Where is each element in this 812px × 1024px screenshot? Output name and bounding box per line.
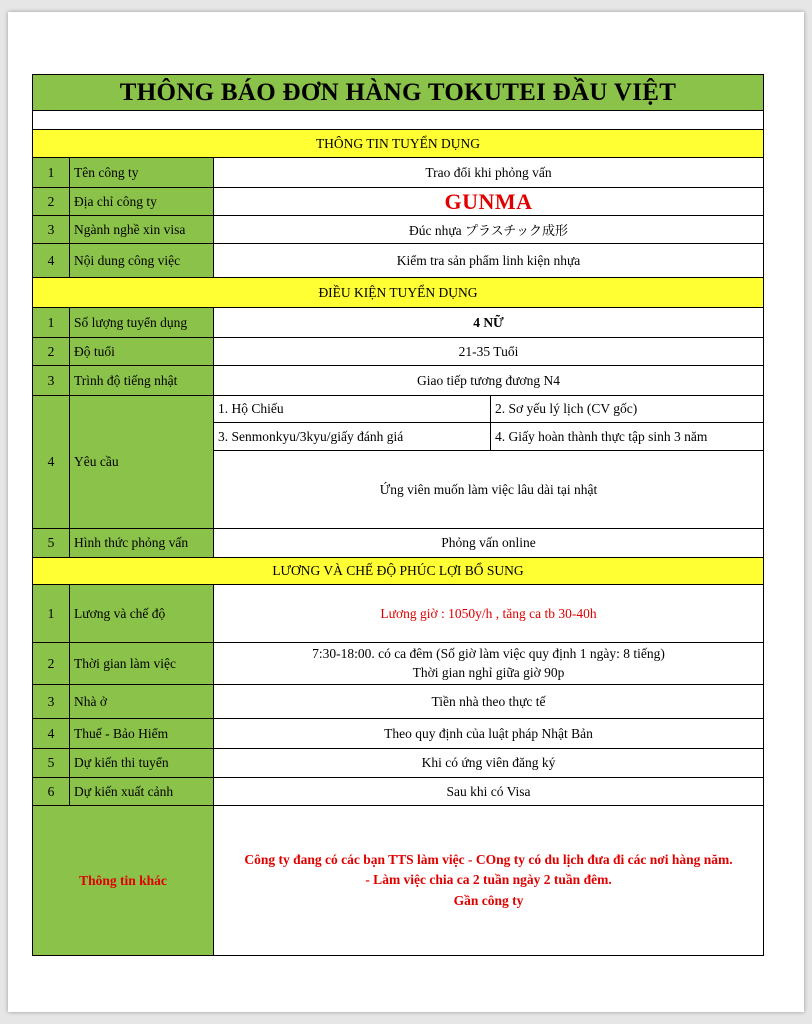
- row-number: 2: [33, 338, 70, 366]
- row-value: Kiểm tra sản phẩm linh kiện nhựa: [214, 244, 764, 278]
- row-label: Nhà ở: [70, 685, 214, 719]
- row-value: [214, 216, 764, 244]
- requirement-item: 4. Giấy hoàn thành thực tập sinh 3 năm: [491, 423, 764, 451]
- other-info-label: Thông tin khác: [33, 806, 214, 956]
- row-label: Yêu cầu: [70, 396, 214, 529]
- section-title: ĐIỀU KIỆN TUYỂN DỤNG: [33, 278, 764, 308]
- spacer-cell: [33, 111, 764, 130]
- row-label: Địa chỉ công ty: [70, 188, 214, 216]
- job-order-table: [32, 74, 764, 956]
- row-value: Khi có ứng viên đăng ký: [214, 749, 764, 778]
- row-value: Sau khi có Visa: [214, 778, 764, 806]
- break-time-line: Thời gian nghỉ giữa giờ 90p: [412, 664, 565, 680]
- row-value: Theo quy định của luật pháp Nhật Bản: [214, 719, 764, 749]
- row-number: 3: [33, 366, 70, 396]
- salary-value: Lương giờ : 1050y/h , tăng ca tb 30-40h: [214, 585, 764, 643]
- row-tax-insurance: [33, 719, 764, 749]
- row-label: Ngành nghề xin visa: [70, 216, 214, 244]
- page-title: THÔNG BÁO ĐƠN HÀNG TOKUTEI ĐẦU VIỆT: [33, 75, 764, 111]
- title-row: [33, 75, 764, 111]
- row-departure: [33, 778, 764, 806]
- section-header-recruitment-info: [33, 130, 764, 158]
- row-japanese-level: [33, 366, 764, 396]
- company-address-value: GUNMA: [214, 188, 764, 216]
- row-quantity: [33, 308, 764, 338]
- row-value: Giao tiếp tương đương N4: [214, 366, 764, 396]
- row-value: 4 NỮ: [214, 308, 764, 338]
- row-number: 3: [33, 685, 70, 719]
- section-title: LƯƠNG VÀ CHẾ ĐỘ PHÚC LỢI BỔ SUNG: [33, 558, 764, 585]
- visa-field-vn: Đúc nhựa: [408, 223, 462, 238]
- row-number: 2: [33, 188, 70, 216]
- row-number: 4: [33, 396, 70, 529]
- row-requirements: [33, 396, 764, 423]
- row-salary: [33, 585, 764, 643]
- row-interview: [33, 529, 764, 558]
- row-exam: [33, 749, 764, 778]
- row-label: Dự kiến thi tuyển: [70, 749, 214, 778]
- row-company-name: [33, 158, 764, 188]
- row-label: Thuế - Bảo Hiểm: [70, 719, 214, 749]
- row-label: Dự kiến xuất cảnh: [70, 778, 214, 806]
- row-label: Số lượng tuyển dụng: [70, 308, 214, 338]
- row-label: Lương và chế độ: [70, 585, 214, 643]
- row-number: 3: [33, 216, 70, 244]
- row-value: Tiền nhà theo thực tế: [214, 685, 764, 719]
- row-label: Trình độ tiếng nhật: [70, 366, 214, 396]
- row-number: 1: [33, 158, 70, 188]
- row-label: Hình thức phỏng vấn: [70, 529, 214, 558]
- requirement-item: 3. Senmonkyu/3kyu/giấy đánh giá: [214, 423, 491, 451]
- spacer-row: [33, 111, 764, 130]
- section-header-conditions: [33, 278, 764, 308]
- row-label: Thời gian làm việc: [70, 643, 214, 685]
- row-housing: [33, 685, 764, 719]
- row-value: Trao đổi khi phỏng vấn: [214, 158, 764, 188]
- row-number: 4: [33, 719, 70, 749]
- row-company-address: [33, 188, 764, 216]
- row-number: 5: [33, 529, 70, 558]
- requirement-item: 1. Hộ Chiếu: [214, 396, 491, 423]
- other-info-line: Gần công ty: [453, 892, 524, 908]
- row-number: 1: [33, 585, 70, 643]
- row-visa-field: [33, 216, 764, 244]
- row-number: 4: [33, 244, 70, 278]
- row-job-content: [33, 244, 764, 278]
- row-value: 21-35 Tuổi: [214, 338, 764, 366]
- other-info-line: Công ty đang có các bạn TTS làm việc - COng ty có du lịch đưa đi các nơi hàng năm.: [244, 852, 733, 868]
- row-value: [214, 643, 764, 685]
- requirement-note: Ứng viên muốn làm việc lâu dài tại nhật: [214, 451, 764, 529]
- row-working-hours: [33, 643, 764, 685]
- row-number: 2: [33, 643, 70, 685]
- other-info-line: - Làm việc chia ca 2 tuần ngày 2 tuần đêm.: [365, 872, 612, 888]
- document-page: [8, 12, 804, 1012]
- row-age: [33, 338, 764, 366]
- row-label: Nội dung công việc: [70, 244, 214, 278]
- row-number: 5: [33, 749, 70, 778]
- requirement-item: 2. Sơ yếu lý lịch (CV gốc): [491, 396, 764, 423]
- visa-field-jp: プラスチック成形: [465, 224, 569, 239]
- row-number: 1: [33, 308, 70, 338]
- other-info-value: [214, 806, 764, 956]
- working-hours-line: 7:30-18:00. có ca đêm (Số giờ làm việc quy định 1 ngày: 8 tiếng): [312, 646, 665, 662]
- row-value: Phỏng vấn online: [214, 529, 764, 558]
- row-other-info: [33, 806, 764, 956]
- section-title: THÔNG TIN TUYỂN DỤNG: [33, 130, 764, 158]
- row-label: Tên công ty: [70, 158, 214, 188]
- row-label: Độ tuổi: [70, 338, 214, 366]
- row-number: 6: [33, 778, 70, 806]
- section-header-benefits: [33, 558, 764, 585]
